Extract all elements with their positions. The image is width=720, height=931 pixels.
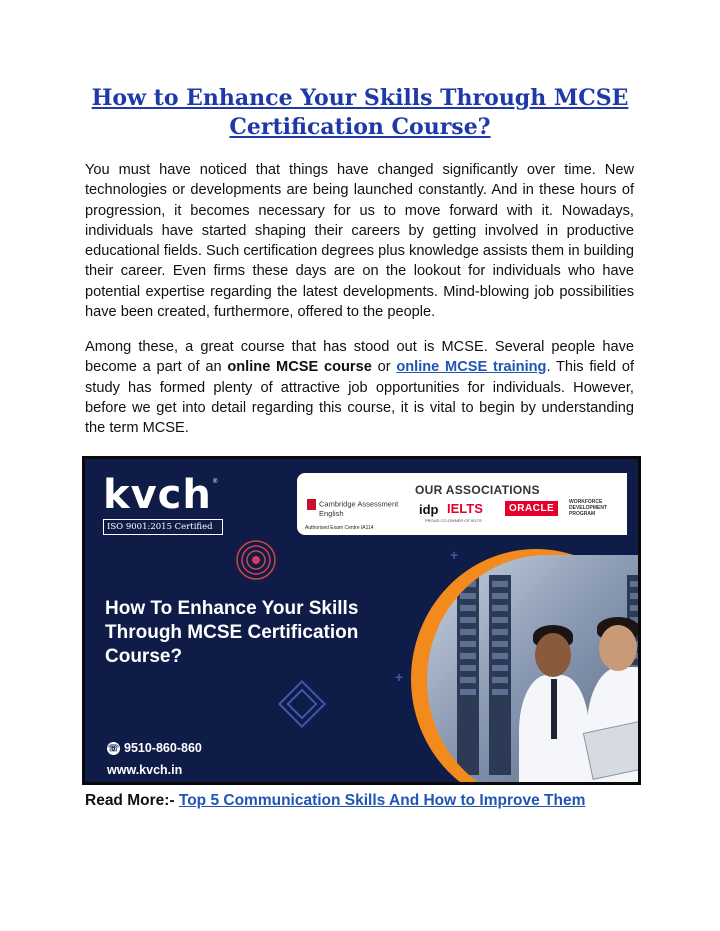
cambridge-logo [307,499,398,518]
banner-contact [107,737,202,781]
plus-decoration-icon: + [395,669,404,685]
phone-number: 9510-860-860 [124,741,202,755]
intro-paragraph: You must have noticed that things have changed significantly over time. New technologies or developments are being launched constantly. And in these hours of progression, it becomes necessary for us to move forward with it. Nowadays, individuals have started shaping their careers by getting involved in productive educational fields. Such certification degrees plus knowledge assists them in building their career. Even firms these days are on the lookout for individuals who have potential expertise regarding the latest developments. Mind-blowing job possibilities have been created, furthermore, offered to the people. [85,162,634,321]
phone-line [107,737,202,759]
cambridge-shield-icon [307,499,316,510]
server-room-photo [427,555,638,782]
cambridge-auth: Authorised Exam Centre IA114 [305,525,374,531]
associations-panel [297,473,627,535]
mcse-training-link[interactable]: online MCSE training [396,359,547,376]
server-rack [457,575,479,775]
kvch-logo [103,472,223,535]
mcse-course-bold: online MCSE course [227,359,372,376]
idp-logo [419,502,439,517]
oracle-sub-2: DEVELOPMENT PROGRAM [569,505,608,517]
paragraph-text: . This field of study has formed plenty of attractive job opportunities for individuals. However, before we get into detail regarding this course, it is vital to begin by understanding the term MCSE. [85,359,635,437]
course-banner-image [85,459,638,782]
ielts-logo: IELTS [447,501,483,516]
target-rings-icon [235,539,277,581]
oracle-subtitle [569,499,627,517]
banner-headline: How To Enhance Your Skills Through MCSE Certification Course? [105,598,359,667]
cambridge-line2: English [319,509,344,518]
server-rack [489,575,511,775]
paragraph-text: or [371,359,397,376]
mcse-paragraph [85,337,634,438]
read-more-label: Read More:- [85,792,175,809]
iso-badge: ISO 9001:2015 Certified [103,519,223,535]
associations-title: OUR ASSOCIATIONS [415,483,540,497]
read-more [85,792,585,810]
read-more-link[interactable]: Top 5 Communication Skills And How to Improve Them [178,792,586,809]
person-left-head [535,633,571,677]
paragraph-text: Among these, a great course that has stood out is MCSE. Several people have become a part of an [85,339,634,376]
idp-text: idp [419,502,439,517]
person-right-head [599,625,637,671]
oracle-sub-1: WORKFORCE [569,499,603,505]
phone-icon: ☏ [107,743,120,754]
oracle-logo: ORACLE [505,501,558,516]
idp-subtitle: PROUD CO-OWNER OF IELTS [425,518,482,523]
registered-mark: ® [213,479,218,485]
cambridge-line1: Cambridge Assessment [319,499,399,509]
website-text: www.kvch.in [107,763,183,777]
logo-wordmark: kvch [103,472,212,518]
article-title: How to Enhance Your Skills Through MCSE Certification Course? [91,85,629,140]
person-left-tie [551,679,557,739]
plus-decoration-icon: + [450,547,459,563]
